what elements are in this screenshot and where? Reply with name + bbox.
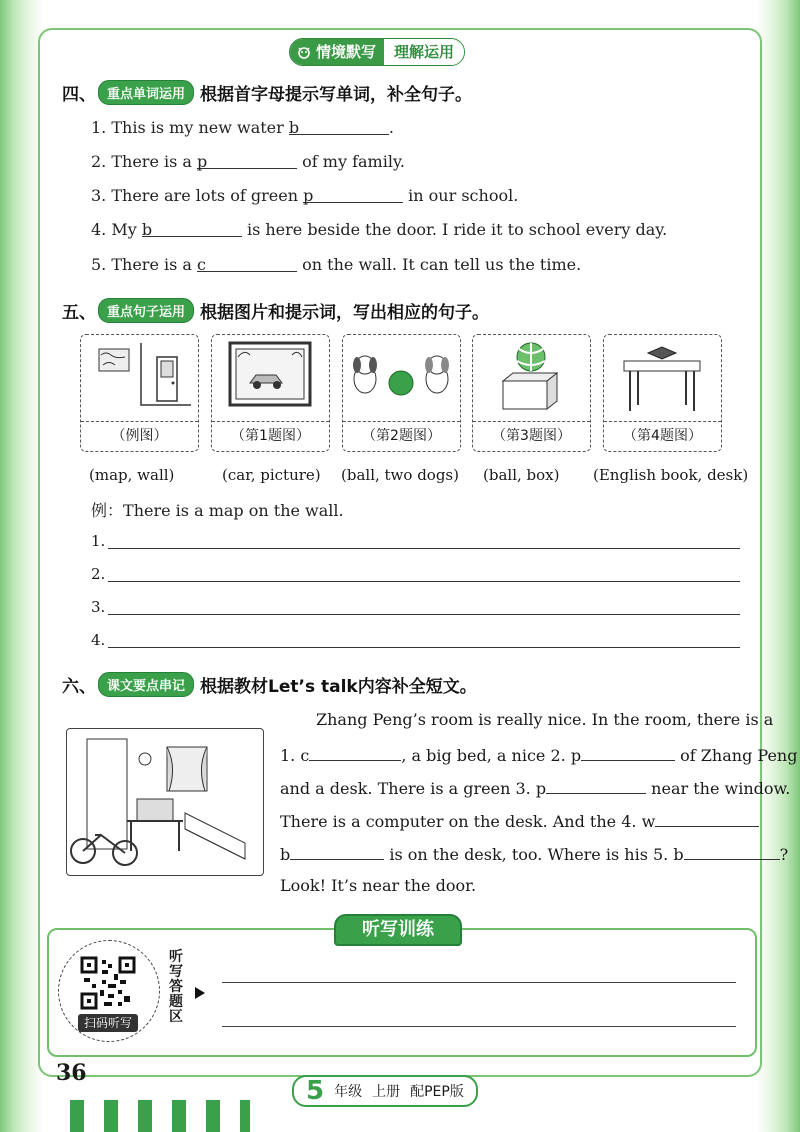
s4-item-4-post: is here beside the door. I ride it to school every day. [241, 220, 668, 239]
book-desk-illustration [604, 335, 721, 421]
picture-1 [211, 334, 330, 452]
room-illustration-frame [66, 728, 264, 876]
passage-line-5-start: b [280, 845, 291, 864]
s4-item-4-pre: 4. My [91, 220, 142, 239]
s4-letter-5: c [197, 255, 207, 274]
passage-blank-4b[interactable] [290, 843, 384, 860]
section6-tag: 课文要点串记 [98, 672, 194, 697]
footer-stripes [70, 1100, 250, 1132]
map-on-wall-illustration [81, 335, 198, 421]
hint-1: (car, picture) [222, 466, 321, 484]
passage-blank-1[interactable] [309, 744, 401, 761]
answer-line-2-num: 2. [91, 565, 106, 583]
footer-grade-word: 年级 [334, 1084, 363, 1100]
picture-3-caption: （第3题图） [473, 421, 590, 450]
footer-edition: 配PEP版 [410, 1084, 464, 1100]
dictation-line-2[interactable] [222, 1026, 736, 1027]
picture-4-caption: （第4题图） [604, 421, 721, 450]
picture-2 [342, 334, 461, 452]
s4-letter-4: b [141, 220, 153, 239]
section5-number: 五、 [62, 303, 96, 323]
s4-item-1-pre: 1. This is my new water [91, 118, 289, 137]
picture-example [80, 334, 199, 452]
s4-blank-1[interactable] [289, 118, 389, 135]
ball-two-dogs-illustration [343, 335, 460, 421]
s4-letter-1: b [288, 118, 300, 137]
passage-line-5-end: ? [779, 845, 789, 864]
passage-blank-1-letter: 1. c [280, 746, 310, 765]
bedroom-illustration [67, 729, 263, 875]
s4-item-3 [91, 186, 518, 205]
section4-title: 根据首字母提示写单词，补全句子。 [200, 85, 473, 105]
answer-line-1-num: 1. [91, 532, 106, 550]
section5-tag: 重点句子运用 [98, 298, 194, 323]
section6-number: 六、 [62, 677, 96, 697]
footer-tag [292, 1075, 478, 1107]
section6-title: 根据教材Let’s talk内容补全短文。 [200, 677, 477, 697]
section4-number: 四、 [62, 85, 96, 105]
answer-line-1[interactable] [108, 548, 740, 549]
answer-line-2[interactable] [108, 581, 740, 582]
picture-3 [472, 334, 591, 452]
picture-example-caption: （例图） [81, 421, 198, 450]
picture-4 [603, 334, 722, 452]
passage-blank-3[interactable] [546, 777, 646, 794]
section6-heading [62, 672, 477, 697]
s4-item-2-pre: 2. There is a [91, 152, 198, 171]
passage-line-3 [280, 777, 790, 798]
page-number: 36 [56, 1060, 87, 1086]
section5-title: 根据图片和提示词，写出相应的句子。 [200, 303, 490, 323]
s4-blank-5[interactable] [197, 255, 297, 272]
hint-4: (English book, desk) [593, 466, 749, 484]
s4-item-2-post: of my family. [297, 152, 405, 171]
passage-line-4-text: There is a computer on the desk. And the 4. w [280, 812, 656, 831]
passage-blank-4[interactable] [655, 810, 759, 827]
footer-grade: 5 [306, 1076, 325, 1106]
passage-line-5-mid: is on the desk, too. Where is his 5. b [384, 845, 684, 864]
qr-code[interactable] [80, 956, 136, 1010]
passage-line-4 [280, 810, 759, 831]
s4-letter-3: p [303, 186, 314, 205]
passage-line-2-end: of Zhang Peng [675, 746, 798, 765]
dictation-line-1[interactable] [222, 982, 736, 983]
s4-item-5 [91, 255, 581, 274]
s4-blank-2[interactable] [197, 152, 297, 169]
qr-code-icon [80, 956, 136, 1010]
answer-area-label: 听写答题区 [169, 949, 183, 1025]
s4-item-3-post: in our school. [403, 186, 519, 205]
example-label: 例： [91, 501, 124, 520]
header-tag [289, 38, 465, 66]
dictation-icon [296, 45, 312, 59]
example-sentence [91, 498, 344, 521]
car-picture-illustration [212, 335, 329, 421]
header-right-text: 理解运用 [384, 39, 464, 65]
passage-line-2-mid: , a big bed, a nice 2. p [401, 746, 582, 765]
ball-box-illustration [473, 335, 590, 421]
s4-letter-2: p [197, 152, 208, 171]
passage-line-3-start: and a desk. There is a green 3. p [280, 779, 547, 798]
qr-label: 扫码听写 [78, 1014, 138, 1032]
picture-1-caption: （第1题图） [212, 421, 329, 450]
s4-item-5-pre: 5. There is a [91, 255, 198, 274]
passage-blank-5[interactable] [684, 843, 780, 860]
arrow-right-icon [194, 986, 206, 1000]
s4-item-1 [91, 118, 394, 137]
answer-line-4-num: 4. [91, 631, 106, 649]
hint-3: (ball, box) [483, 466, 560, 484]
section4-tag: 重点单词运用 [98, 80, 194, 105]
example-text: There is a map on the wall. [123, 501, 344, 520]
answer-line-4[interactable] [108, 647, 740, 648]
passage-line-1: Zhang Peng’s room is really nice. In the room, there is a [316, 710, 774, 729]
hint-2: (ball, two dogs) [341, 466, 459, 484]
hint-example: (map, wall) [89, 466, 175, 484]
passage-line-6: Look! It’s near the door. [280, 876, 477, 895]
s4-blank-4[interactable] [142, 220, 242, 237]
passage-line-5 [280, 843, 788, 864]
answer-line-3[interactable] [108, 614, 740, 615]
s4-blank-3[interactable] [303, 186, 403, 203]
s4-item-1-post: . [388, 118, 394, 137]
section5-heading [62, 298, 489, 323]
passage-blank-2[interactable] [581, 744, 675, 761]
picture-2-caption: （第2题图） [343, 421, 460, 450]
answer-line-3-num: 3. [91, 598, 106, 616]
s4-item-3-pre: 3. There are lots of green [91, 186, 304, 205]
s4-item-2 [91, 152, 405, 171]
header-tag-left [290, 39, 384, 65]
dictation-title: 听写训练 [334, 914, 462, 946]
passage-line-3-end: near the window. [646, 779, 791, 798]
header-left-text: 情境默写 [316, 43, 377, 61]
footer-term: 上册 [372, 1084, 401, 1100]
passage-line-2 [280, 744, 797, 765]
s4-item-5-post: on the wall. It can tell us the time. [297, 255, 582, 274]
section4-heading [62, 80, 472, 105]
s4-item-4 [91, 220, 667, 239]
